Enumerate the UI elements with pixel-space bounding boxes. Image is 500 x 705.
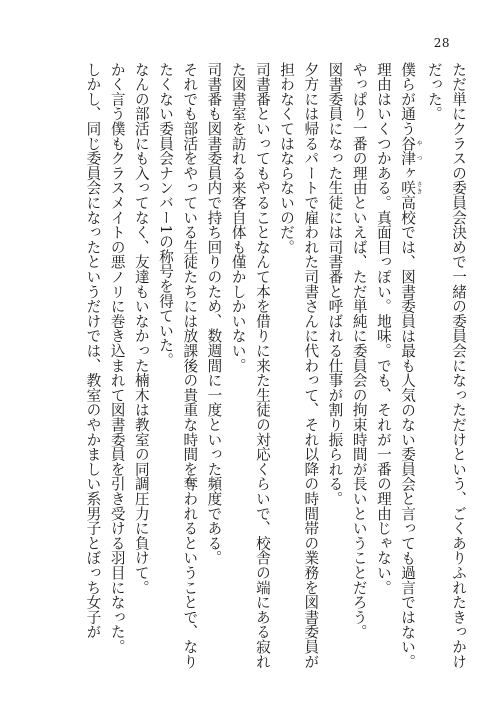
- page-number: 28: [433, 36, 450, 50]
- vertical-text-body: [20, 62, 470, 677]
- paragraph: それでも部活をやっている生徒たちには放課後の貴重な時間を奪われるということで、なりたくない委員会ナンバー1の称号を得ていた。: [157, 62, 199, 669]
- paragraph: やっぱり一番の理由といえば、ただ単純に委員会の拘束時間が長いということだろう。: [350, 62, 368, 640]
- paragraph: 司書番も図書委員内で持ち回りのため、数週間に一度といった頻度である。: [205, 62, 223, 566]
- paragraph: ただ単にクラスの委員会決めで一緒の委員会になっただけという、ごくありふれたきっかけだった。: [425, 62, 467, 669]
- paragraph: 僕らが通う谷津 やつヶ咲 さき高校では、図書委員は最も人気のない委員会と言っても過言ではない。: [399, 62, 423, 669]
- paragraph: 理由はいくつかある。真面目っぽい。地味。でも、それが一番の理由じゃない。: [374, 62, 392, 595]
- paragraph: 図書委員になった生徒には司書番と呼ばれる仕事が割り振られる。: [326, 62, 344, 506]
- furigana: やつ: [415, 136, 423, 166]
- furigana: さき: [415, 180, 423, 196]
- paragraph: なんの部活にも入ってなく、友達もいなかった楠木は教室の同調圧力に負けて。: [132, 62, 150, 595]
- ruby-saki: 咲 さき: [399, 180, 423, 196]
- paragraph: 司書番といってもやることなんて本を借りに来た生徒の対応くらいで、校舎の端にある寂れた図書室を訪れる来客自体も僅かしかいない。: [229, 62, 271, 669]
- paragraph: 夕方には帰るパートで雇われた司書さんに代わって、それ以降の時間帯の業務を図書委員が担わなくてはならないのだ。: [278, 62, 320, 669]
- paragraph: かく言う僕もクラスメイトの悪ノリに巻き込まれて図書委員を引き受ける羽目になった。: [108, 62, 126, 654]
- ruby-yatsu: 谷津 やつ: [399, 136, 423, 166]
- paragraph: しかし、同じ委員会になったというだけでは、教室のやかましい系男子とぼっち女子が: [84, 62, 102, 640]
